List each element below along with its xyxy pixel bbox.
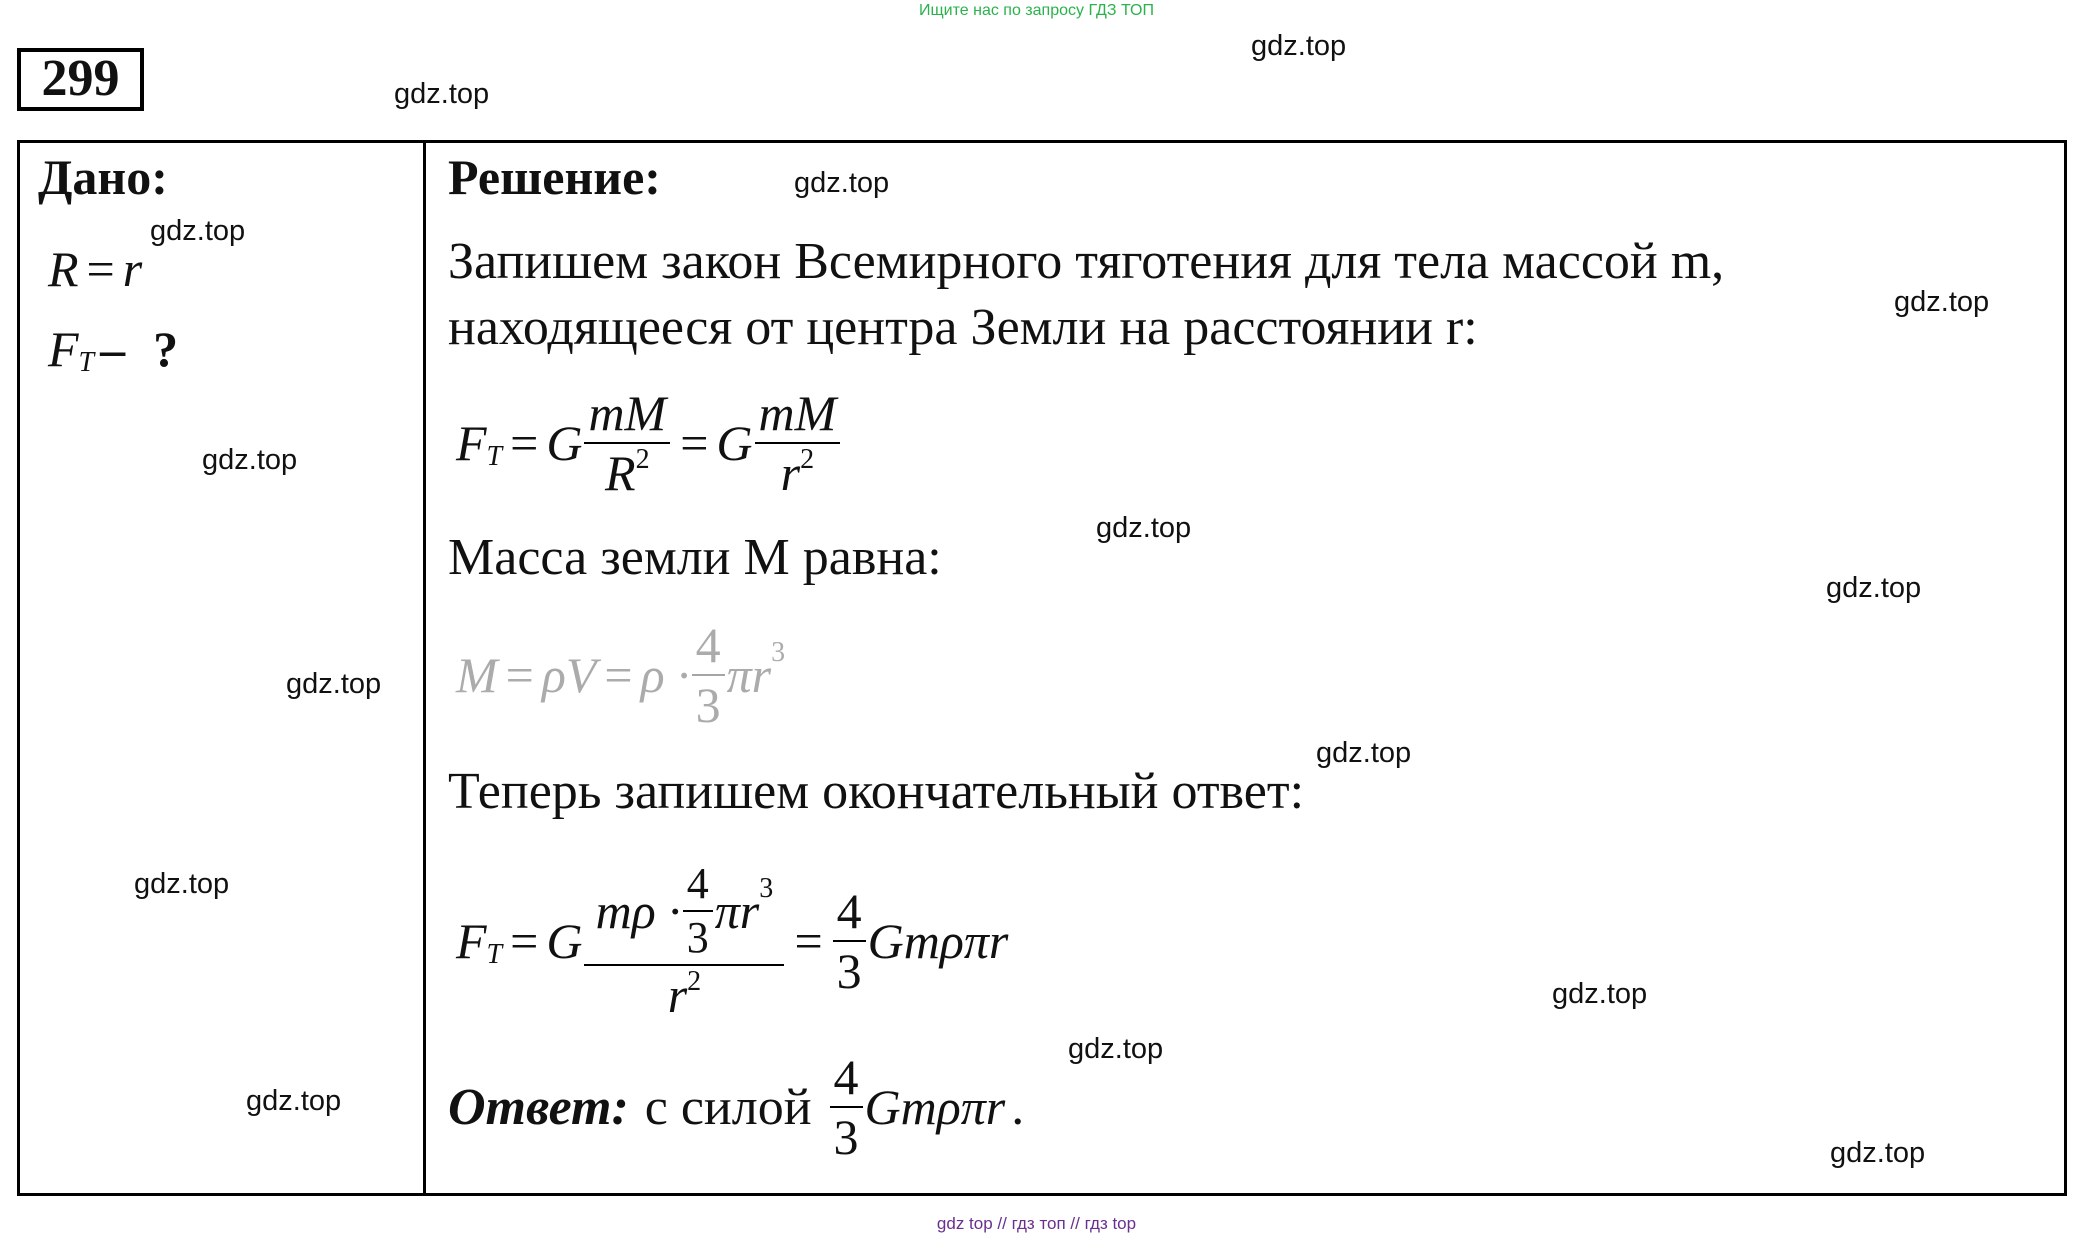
f2-rhov: ρV xyxy=(541,647,597,703)
f1-fraction-2 xyxy=(755,385,841,501)
answer-fraction: $\frac{4}{3}$ xyxy=(830,1052,863,1162)
watermark: gdz.top xyxy=(1251,30,1347,62)
watermark: gdz.top xyxy=(1316,737,1412,769)
formula-final xyxy=(456,859,1009,1023)
f2-eq: = xyxy=(505,647,534,703)
f3-big-num: mρ · $\frac{4}{3}$ πr 3 xyxy=(595,859,774,962)
solution-text-3: Теперь запишем окончательный ответ: xyxy=(448,763,1305,820)
solution-text-1a: Запишем закон Всемирного тяготения для тела массой m, xyxy=(448,233,1725,290)
watermark: gdz.top xyxy=(286,668,382,700)
column-divider xyxy=(423,140,426,1196)
watermark: gdz.top xyxy=(1096,512,1192,544)
given-line-2 xyxy=(48,320,178,378)
watermark: gdz.top xyxy=(150,215,246,247)
f1-num-1: mM xyxy=(588,385,667,441)
given-force-symbol: F xyxy=(48,321,79,377)
f3-result-fraction: $\frac{4}{3}$ xyxy=(833,886,866,996)
f3-force-sub: T xyxy=(486,939,503,970)
f1-fraction-1 xyxy=(584,385,670,501)
watermark: gdz.top xyxy=(794,167,890,199)
answer-dot: . xyxy=(1011,1078,1025,1136)
watermark: gdz.top xyxy=(246,1085,342,1117)
formula-gravity-law xyxy=(456,385,842,501)
f3-g: G xyxy=(546,913,583,969)
given-force-subscript: T xyxy=(78,347,95,378)
solution-text-1b: находящееся от центра Земли на расстоянии r: xyxy=(448,299,1478,356)
answer-expression: Gmρπr xyxy=(864,1079,1006,1135)
watermark: gdz.top xyxy=(1894,286,1990,318)
f2-num: 4 xyxy=(695,617,721,673)
given-r-lower: r xyxy=(122,241,143,297)
f3-big-fraction xyxy=(584,859,784,1023)
f2-exp: 3 xyxy=(771,637,786,668)
footer-links[interactable]: gdz top // гдз топ // гдз top xyxy=(936,1214,1137,1233)
watermark: gdz.top xyxy=(1068,1033,1164,1065)
f2-tail: πr xyxy=(726,647,772,703)
f1-g-2: G xyxy=(716,415,753,471)
f2-fraction xyxy=(692,617,725,733)
given-heading: Дано: xyxy=(38,149,168,205)
given-line-1 xyxy=(48,240,142,298)
f1-g: G xyxy=(546,415,583,471)
watermark: gdz.top xyxy=(134,868,230,900)
f2-den: 3 xyxy=(695,677,721,733)
f3-eq-2: = xyxy=(794,913,823,969)
f3-big-den: $r^2$ xyxy=(667,966,702,1023)
f1-eq-2: = xyxy=(680,415,709,471)
answer-line xyxy=(448,1049,1025,1165)
solution-text-2: Масса земли M равна: xyxy=(448,529,942,586)
f2-eq-2: = xyxy=(604,647,633,703)
f1-eq: = xyxy=(510,415,539,471)
solution-heading: Решение: xyxy=(448,149,661,205)
given-dash: – xyxy=(100,321,126,377)
top-note: Ищите нас по запросу ГДЗ ТОП xyxy=(919,2,1154,19)
formula-earth-mass xyxy=(456,617,786,733)
problem-number: 299 xyxy=(17,48,144,111)
f1-force: F xyxy=(456,415,487,471)
given-question: ? xyxy=(153,321,179,377)
answer-label: Ответ: xyxy=(448,1078,629,1136)
watermark: gdz.top xyxy=(1826,572,1922,604)
watermark: gdz.top xyxy=(202,444,298,476)
watermark: gdz.top xyxy=(394,78,490,110)
f3-eq: = xyxy=(510,913,539,969)
f3-result: Gmρπr xyxy=(867,913,1009,969)
answer-text: с силой xyxy=(644,1078,812,1136)
watermark: gdz.top xyxy=(1552,978,1648,1010)
f1-den-2: $r^2$ xyxy=(780,444,815,501)
f1-force-sub: T xyxy=(486,441,503,472)
f2-m: M xyxy=(456,647,498,703)
watermark: gdz.top xyxy=(1830,1137,1926,1169)
f3-force: F xyxy=(456,913,487,969)
f2-rho: ρ · xyxy=(640,647,690,703)
given-r-upper: R xyxy=(48,241,79,297)
f1-den-1: $R^2$ xyxy=(605,444,650,501)
f1-num-2: mM xyxy=(758,385,837,441)
given-equals: = xyxy=(86,241,115,297)
